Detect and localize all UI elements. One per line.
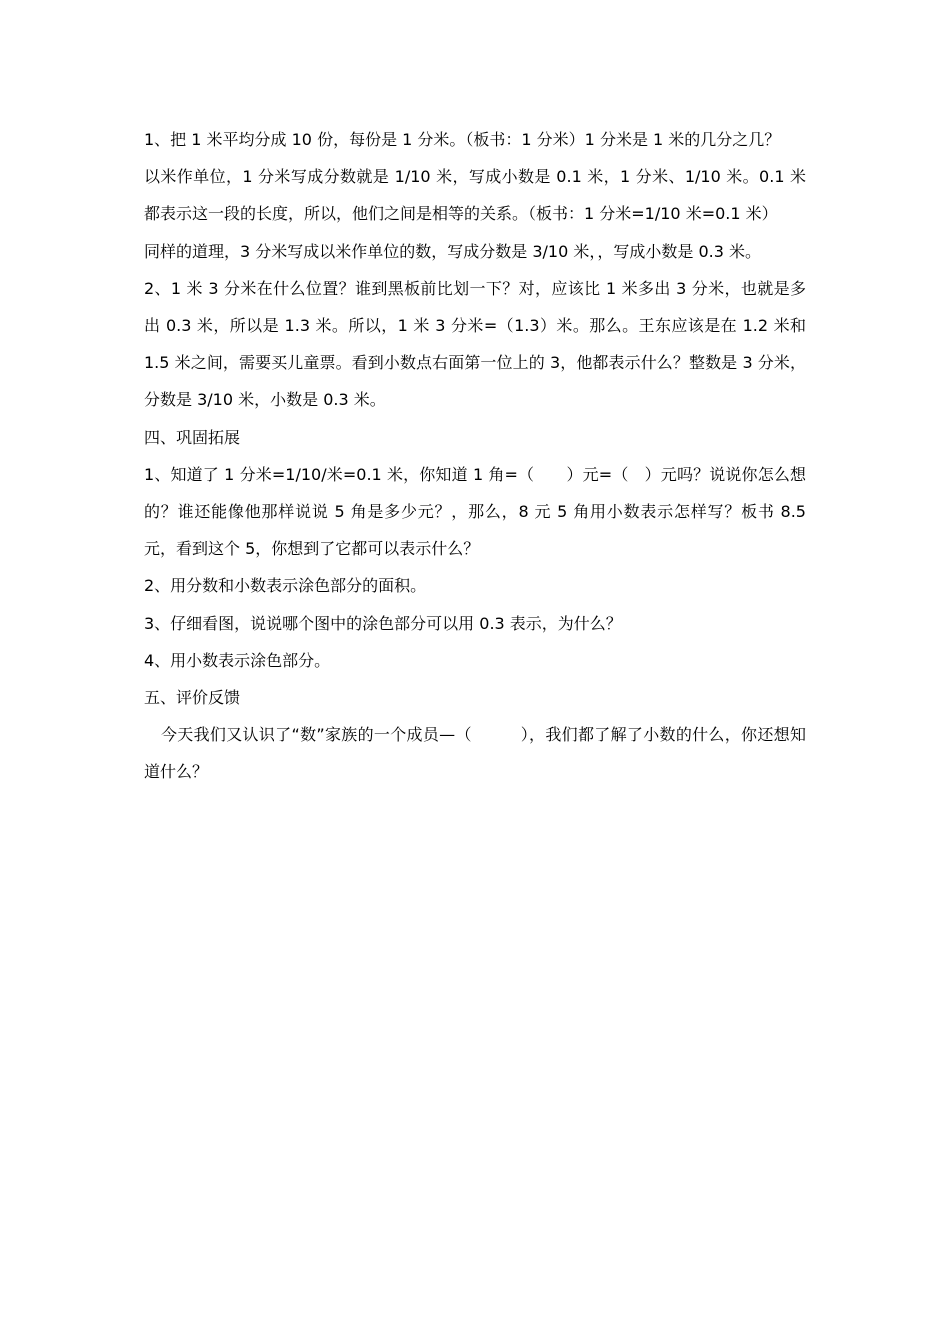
paragraph-8: 4、用小数表示涂色部分。 xyxy=(144,650,331,670)
section-heading-4: 四、巩固拓展 xyxy=(144,427,241,447)
document-body xyxy=(144,121,806,791)
paragraph-1: 1、把 1 米平均分成 10 份，每份是 1 分米。（板书：1 分米）1 分米是 1 米的几分之几？ xyxy=(144,130,781,149)
paragraph-5: 1、知道了 1 分米=1/10/米=0.1 米，你知道 1 角=（ ）元=（ ）元吗？说说你怎么想的？谁还能像他那样说说 5 角是多少元？，那么，8 元 5 角用小数表示怎样写？板书 8.5 元，看到这个 5，你想到了它都可以表示什么？ xyxy=(144,464,806,559)
section-heading-5: 五、评价反馈 xyxy=(144,688,241,708)
paragraph-2: 以米作单位，1 分米写成分数就是 1/10 米，写成小数是 0.1 米，1 分米、1/10 米。0.1 米都表示这一段的长度，所以，他们之间是相等的关系。（板书：1 分米=1/10 米=0.1 米） xyxy=(144,167,806,224)
paragraph-7: 3、仔细看图，说说哪个图中的涂色部分可以用 0.3 表示，为什么？ xyxy=(144,613,622,633)
paragraph-4: 2、1 米 3 分米在什么位置？谁到黑板前比划一下？对，应该比 1 米多出 3 分米，也就是多出 0.3 米，所以是 1.3 米。所以，1 米 3 分米=（1.3）米。那么。王东应该是在 1.2 米和 1.5 米之间，需要买儿童票。看到小数点右面第一位上的 3，他都表示什么？整数是 3 分米，分数是 3/10 米，小数是 0.3 米。 xyxy=(144,278,806,410)
paragraph-9: 今天我们又认识了“数”家族的一个成员—（ ），我们都了解了小数的什么，你还想知道什么？ xyxy=(144,725,806,782)
paragraph-3: 同样的道理，3 分米写成以米作单位的数，写成分数是 3/10 米，，写成小数是 0.3 米。 xyxy=(144,241,761,261)
paragraph-6: 2、用分数和小数表示涂色部分的面积。 xyxy=(144,576,427,596)
